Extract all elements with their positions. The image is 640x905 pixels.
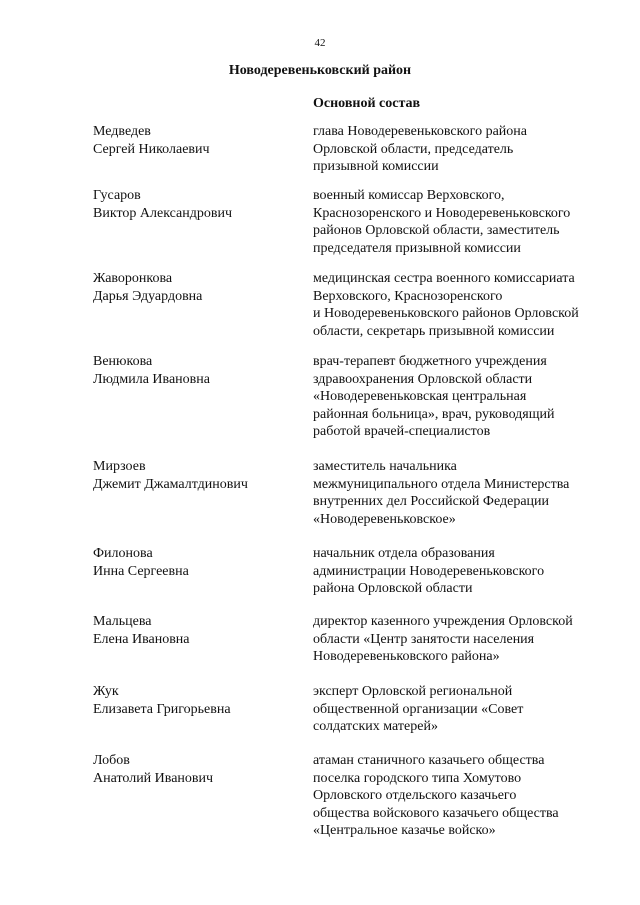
role-line: районов Орловской области, заместитель	[313, 223, 560, 238]
role-line: Краснозоренского и Новодеревеньковского	[313, 205, 571, 221]
role-line: «Новодеревеньковская центральная	[313, 389, 527, 404]
surname: Медведев	[93, 124, 151, 139]
role-line: начальник отдела образования	[313, 546, 495, 561]
member-name	[93, 545, 308, 580]
member-name	[93, 613, 308, 648]
role-line: поселка городского типа Хомутово	[313, 770, 522, 786]
surname: Филонова	[93, 546, 153, 561]
role-line: районная больница», врач, руководящий	[313, 406, 555, 422]
role-line: администрации Новодеревеньковского	[313, 563, 545, 579]
member-name	[93, 270, 308, 305]
role-line: Орловского отдельского казачьего	[313, 788, 517, 803]
role-line: солдатских матерей»	[313, 719, 438, 734]
member-role	[313, 752, 613, 840]
role-line: заместитель начальника	[313, 459, 457, 474]
given-names: Дарья Эдуардовна	[93, 288, 203, 304]
member-name	[93, 123, 308, 158]
role-line: председателя призывной комиссии	[313, 240, 521, 256]
role-line: области «Центр занятости населения	[313, 631, 535, 647]
given-names: Сергей Николаевич	[93, 141, 210, 157]
role-line: директор казенного учреждения Орловской	[313, 614, 573, 629]
member-role	[313, 458, 613, 528]
role-line: внутренних дел Российской Федерации	[313, 494, 550, 509]
member-role	[313, 270, 613, 340]
member-role	[313, 545, 613, 598]
surname: Венюкова	[93, 354, 153, 369]
role-line: межмуниципального отдела Министерства	[313, 476, 570, 492]
member-name	[93, 458, 308, 493]
role-line: эксперт Орловской региональной	[313, 684, 513, 699]
role-line: «Новодеревеньковское»	[313, 511, 456, 527]
given-names: Людмила Ивановна	[93, 371, 210, 387]
role-line: глава Новодеревеньковского района	[313, 124, 527, 139]
surname: Мальцева	[93, 614, 152, 629]
member-role	[313, 353, 613, 441]
surname: Жаворонкова	[93, 271, 173, 286]
role-line: «Центральное казачье войско»	[313, 823, 496, 838]
member-name	[93, 187, 308, 222]
role-line: врач-терапевт бюджетного учреждения	[313, 354, 547, 369]
role-line: области, секретарь призывной комиссии	[313, 323, 555, 339]
member-role	[313, 613, 613, 666]
member-name	[93, 752, 308, 787]
surname: Гусаров	[93, 188, 141, 203]
section-title: Основной состав	[313, 96, 421, 111]
surname: Жук	[93, 684, 119, 699]
given-names: Анатолий Иванович	[93, 770, 214, 786]
role-line: района Орловской области	[313, 581, 473, 596]
member-role	[313, 187, 613, 257]
district-title: Новодеревеньковский район	[228, 63, 412, 78]
member-role	[313, 123, 613, 176]
role-line: Орловской области, председатель	[313, 141, 514, 157]
role-line: общества войскового казачьего общества	[313, 805, 559, 821]
member-role	[313, 683, 613, 736]
role-line: атаман станичного казачьего общества	[313, 753, 545, 768]
page-number: 42	[314, 37, 326, 49]
role-line: общественной организации «Совет	[313, 701, 524, 717]
given-names: Виктор Александрович	[93, 205, 233, 221]
member-name	[93, 353, 308, 388]
role-line: работой врачей-специалистов	[313, 424, 491, 439]
surname: Лобов	[93, 753, 130, 768]
surname: Мирзоев	[93, 459, 146, 474]
role-line: медицинская сестра военного комиссариата	[313, 271, 575, 286]
member-name	[93, 683, 308, 718]
role-line: здравоохранения Орловской области	[313, 371, 533, 387]
given-names: Елена Ивановна	[93, 631, 190, 647]
role-line: призывной комиссии	[313, 159, 439, 174]
role-line: Верховского, Краснозоренского	[313, 288, 503, 304]
role-line: Новодеревеньковского района»	[313, 649, 500, 664]
given-names: Елизавета Григорьевна	[93, 701, 231, 717]
role-line: военный комиссар Верховского,	[313, 188, 505, 203]
given-names: Джемит Джамалтдинович	[93, 476, 248, 492]
given-names: Инна Сергеевна	[93, 563, 189, 579]
role-line: и Новодеревеньковского районов Орловской	[313, 306, 579, 321]
